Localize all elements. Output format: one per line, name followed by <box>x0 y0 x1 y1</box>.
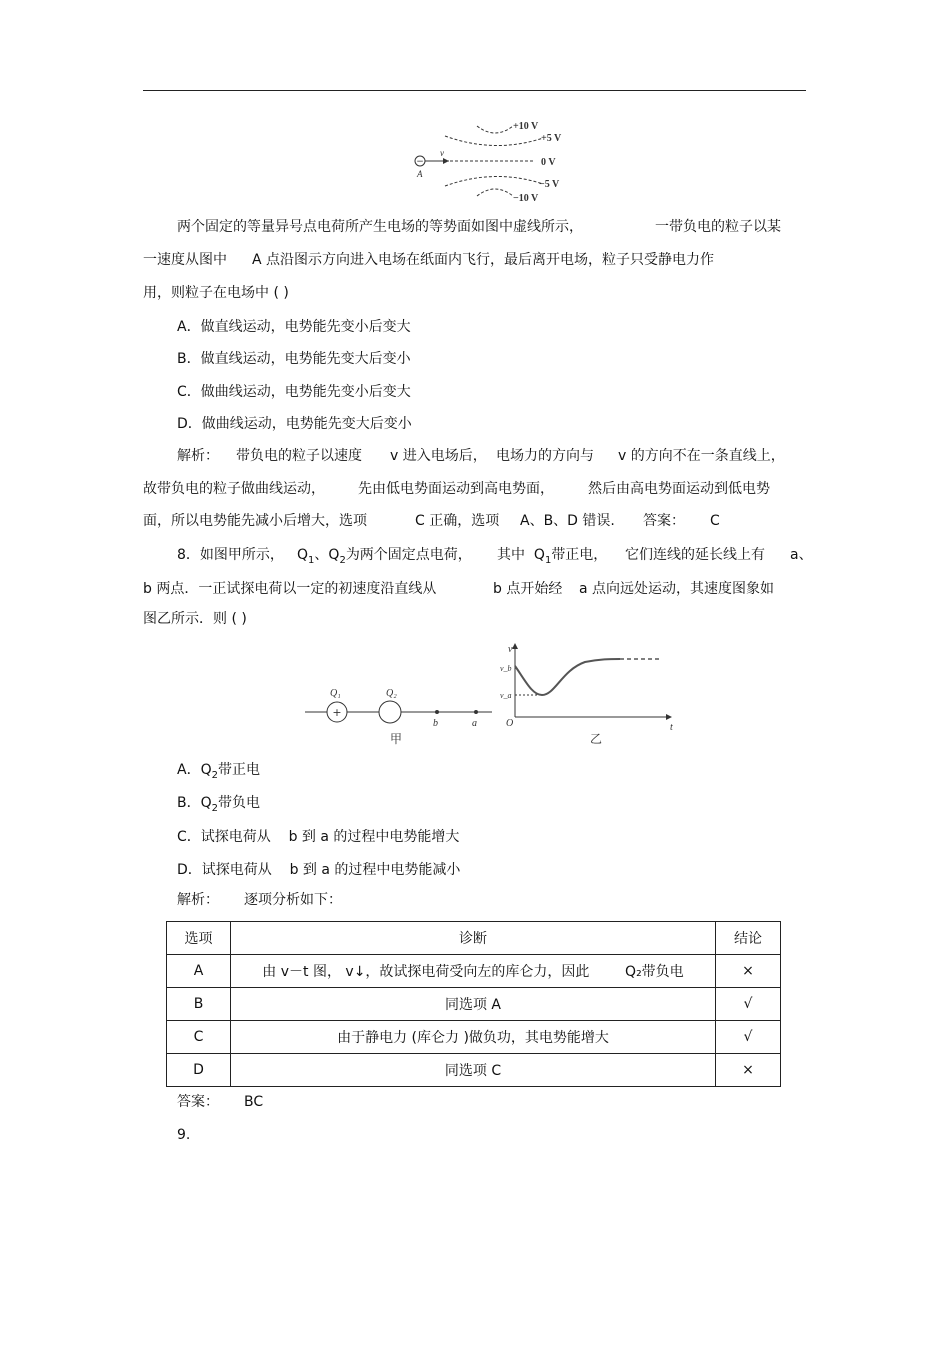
q7-option-d: D．做曲线运动，电势能先变大后变小 <box>177 416 412 432</box>
label-zero: 0 V <box>541 157 556 168</box>
q7-analysis-line3c: A、B、D 错误. <box>520 513 615 529</box>
q7-option-b: B．做直线运动，电势能先变大后变小 <box>177 351 411 367</box>
q1-sign: + <box>332 706 342 719</box>
point-a-label: a <box>472 718 477 729</box>
q7-analysis-label: 解析： <box>177 448 219 464</box>
header-rule <box>143 90 806 91</box>
table-cell-conclusion: √ <box>716 1021 781 1054</box>
q8-stem-line2b: b 点开始经 <box>493 581 563 597</box>
q8-option-a: A．$Q_2$带正电 <box>177 762 260 781</box>
q9-label: 9. <box>177 1127 191 1143</box>
table-row <box>167 988 781 1021</box>
q7-stem-line1: 两个固定的等量异号点电荷所产生电场的等势面如图中虚线所示， <box>177 219 583 235</box>
q7-analysis-part3: 电场力的方向与 <box>496 448 594 464</box>
charge-symbol: − <box>416 157 424 167</box>
q8-stem-line2c: a 点向远处运动，其速度图象如 <box>579 581 775 597</box>
q7-analysis-line2a: 故带负电的粒子做曲线运动， <box>143 481 325 497</box>
v-axis-label: v <box>508 644 513 655</box>
table-cell-conclusion: √ <box>716 988 781 1021</box>
q8-option-c: C．试探电荷从 b 到 a 的过程中电势能增大 <box>177 829 460 845</box>
point-b-label: b <box>433 718 438 729</box>
equipotential-minus5 <box>445 176 543 186</box>
q7-answer: C <box>710 513 720 529</box>
label-minus10: −10 V <box>513 193 539 204</box>
va-label: v_a <box>500 691 512 700</box>
q8-analysis-label: 解析： <box>177 892 219 908</box>
q1-label: Q₁ <box>330 688 341 699</box>
table-cell-diagnosis: 由于静电力 (库仑力 )做负功，其电势能增大 <box>231 1021 716 1054</box>
table-header-row <box>167 922 781 955</box>
q8-stem-line1d: 它们连线的延长线上有 <box>625 547 765 563</box>
label-plus10: +10 V <box>513 121 539 132</box>
yi-caption: 乙 <box>589 732 603 746</box>
q8-stem-line1a: 8．如图甲所示， <box>177 547 284 563</box>
point-a <box>474 710 478 714</box>
equipotential-plus10 <box>477 126 513 133</box>
q7-analysis-line2b: 先由低电势面运动到高电势面， <box>358 481 554 497</box>
q7-stem-line2b: A 点沿图示方向进入电场在纸面内飞行，最后离开电场，粒子只受静电力作 <box>252 252 715 268</box>
q7-answer-label: 答案： <box>643 513 685 529</box>
q2-charge-icon <box>379 701 401 723</box>
q8-option-b: B．$Q_2$带负电 <box>177 795 260 814</box>
q7-analysis-part4: v 的方向不在一条直线上， <box>618 448 785 464</box>
table-row <box>167 1054 781 1087</box>
point-b <box>435 710 439 714</box>
label-plus5: +5 V <box>541 133 562 144</box>
q7-analysis-part2: v 进入电场后， <box>390 448 487 464</box>
q2-label: Q₂ <box>386 688 397 699</box>
equipotential-minus10 <box>477 189 513 196</box>
table-cell-option: B <box>167 988 231 1021</box>
table-cell-option: D <box>167 1054 231 1087</box>
table-cell-conclusion: × <box>716 1054 781 1087</box>
figure-yi <box>500 643 673 746</box>
q8-option-d: D．试探电荷从 b 到 a 的过程中电势能减小 <box>177 862 461 878</box>
charges-and-velocity-figure <box>300 640 690 750</box>
q8-answer: BC <box>244 1094 264 1110</box>
table-cell-diagnosis: 由 v－t 图， v↓，故试探电荷受向左的库仑力，因此 Q₂带负电 <box>231 955 716 988</box>
q7-stem-line3: 用，则粒子在电场中 ( ) <box>143 285 289 301</box>
q8-stem-charges: $Q_1$、$Q_2$为两个固定点电荷， <box>297 547 472 566</box>
table-header-conclusion: 结论 <box>716 922 781 955</box>
q7-option-c: C．做曲线运动，电势能先变小后变大 <box>177 384 411 400</box>
equipotential-plus5 <box>445 136 543 146</box>
q8-analysis-text: 逐项分析如下： <box>244 892 342 908</box>
point-a-label: A <box>417 169 423 179</box>
q7-analysis-line3b: C 正确，选项 <box>415 513 500 529</box>
q7-option-a: A．做直线运动，电势能先变小后变大 <box>177 319 411 335</box>
q7-stem-line1b: 一带负电的粒子以某 <box>655 219 781 235</box>
jia-caption: 甲 <box>389 732 403 746</box>
q8-stem-line1e: a、 <box>790 547 813 563</box>
equipotential-figure <box>405 112 585 207</box>
analysis-table <box>166 921 781 1087</box>
table-cell-option: A <box>167 955 231 988</box>
table-row <box>167 955 781 988</box>
q7-analysis-part1: 带负电的粒子以速度 <box>236 448 362 464</box>
label-minus5: −5 V <box>539 179 560 190</box>
v-axis-arrow-icon <box>512 643 518 649</box>
table-cell-option: C <box>167 1021 231 1054</box>
vb-label: v_b <box>500 664 512 673</box>
q8-stem-line3: 图乙所示．则 ( ) <box>143 611 247 627</box>
table-header-option: 选项 <box>167 922 231 955</box>
q8-answer-label: 答案： <box>177 1094 219 1110</box>
table-cell-conclusion: × <box>716 955 781 988</box>
table-header-diagnosis: 诊断 <box>231 922 716 955</box>
table-cell-diagnosis: 同选项 A <box>231 988 716 1021</box>
q7-analysis-line3a: 面，所以电势能先减小后增大，选项 <box>143 513 367 529</box>
origin-label: O <box>506 718 514 729</box>
q8-stem-q1: 其中 $Q_1$带正电， <box>497 547 608 566</box>
q7-analysis-line2c: 然后由高电势面运动到低电势 <box>588 481 770 497</box>
t-axis-arrow-icon <box>666 714 672 720</box>
velocity-curve <box>515 659 620 695</box>
table-cell-diagnosis: 同选项 C <box>231 1054 716 1087</box>
t-axis-label: t <box>670 722 673 733</box>
q7-stem-line2a: 一速度从图中 <box>143 252 227 268</box>
arrow-head-icon <box>443 158 449 164</box>
q8-stem-line2a: b 两点．一正试探电荷以一定的初速度沿直线从 <box>143 581 437 597</box>
table-row <box>167 1021 781 1054</box>
figure-jia <box>305 688 492 746</box>
velocity-label: v <box>440 148 444 158</box>
